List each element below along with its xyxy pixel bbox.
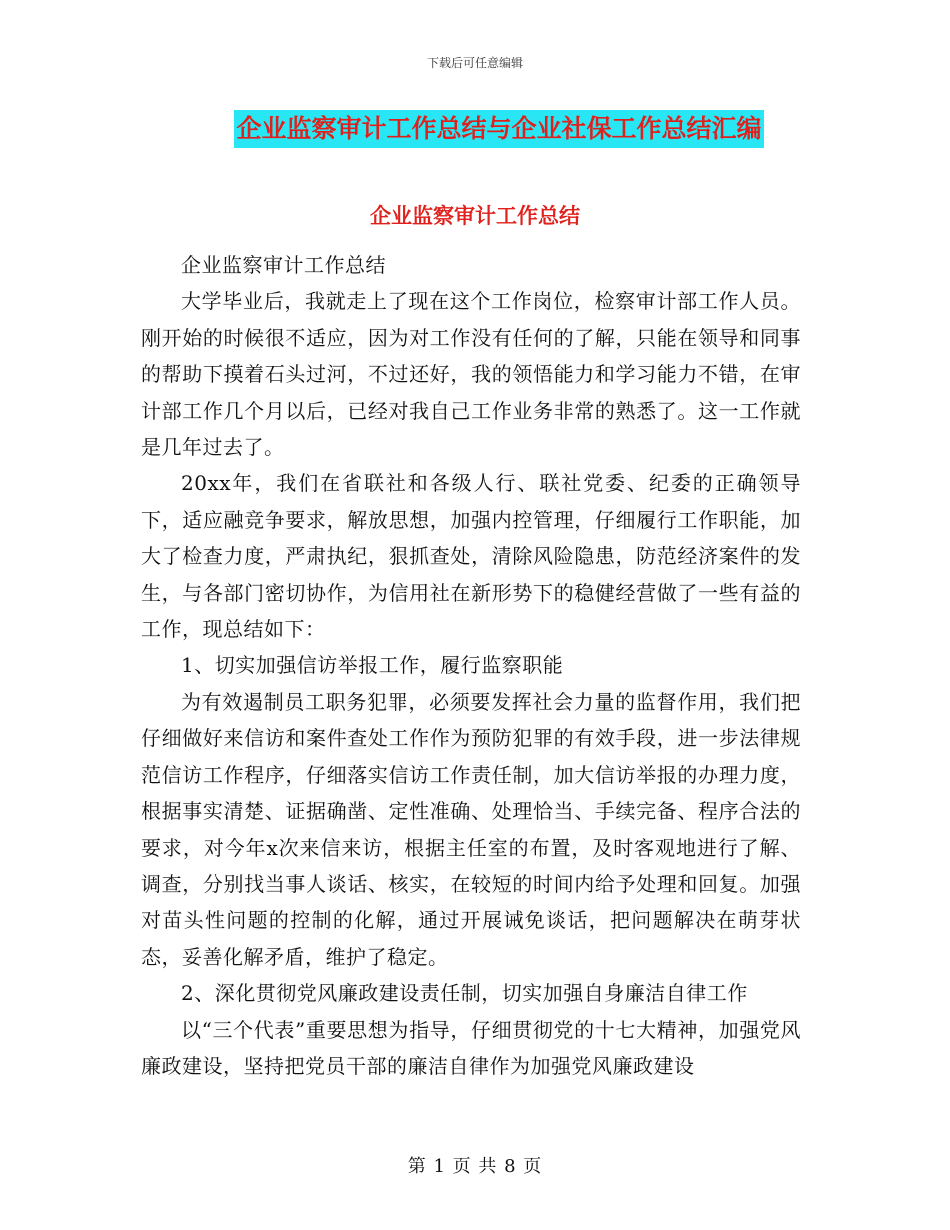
paragraph: 以“三个代表”重要思想为指导，仔细贯彻党的十七大精神，加强党风廉政建设，坚持把党员干部的廉洁自律作为加强党风廉政建设	[141, 1017, 801, 1078]
paragraph: 企业监察审计工作总结	[181, 253, 386, 277]
paragraph: 2、深化贯彻党风廉政建设责任制，切实加强自身廉洁自律工作	[181, 981, 748, 1006]
main-title-container	[0, 110, 950, 148]
page-number: 第 1 页 共 8 页	[407, 1156, 543, 1177]
section-title: 企业监察审计工作总结	[370, 204, 580, 228]
paragraph: 1、切实加强信访举报工作，履行监察职能	[181, 653, 564, 678]
paragraph: 20xx年，我们在省联社和各级人行、联社党委、纪委的正确领导下，适应融竞争要求，解放思想，加强内控管理，仔细履行工作职能，加大了检查力度，严肃执纪，狠抓查处，清除风险隐患，防范经济案件的发生，与各部门密切协作，为信用社在新形势下的稳健经营做了一些有益的工作，现总结如下：	[141, 471, 801, 642]
header-note: 下载后可任意编辑	[426, 56, 523, 70]
main-title: 企业监察审计工作总结与企业社保工作总结汇编	[234, 110, 763, 148]
document-body	[141, 247, 801, 1084]
paragraph: 大学毕业后，我就走上了现在这个工作岗位，检察审计部工作人员。刚开始的时候很不适应，因为对工作没有任何的了解，只能在领导和同事的帮助下摸着石头过河，不过还好，我的领悟能力和学习能力不错，在审计部工作几个月以后，已经对我自己工作业务非常的熟悉了。这一工作就是几年过去了。	[141, 289, 801, 460]
paragraph: 为有效遏制员工职务犯罪，必须要发挥社会力量的监督作用，我们把仔细做好来信访和案件查处工作作为预防犯罪的有效手段，进一步法律规范信访工作程序，仔细落实信访工作责任制，加大信访举报的办理力度，根据事实清楚、证据确凿、定性准确、处理恰当、手续完备、程序合法的要求，对今年x次来信来访，根据主任室的布置，及时客观地进行了解、调查，分别找当事人谈话、核实，在较短的时间内给予处理和回复。加强对苗头性问题的控制的化解，通过开展诫免谈话，把问题解决在萌芽状态，妥善化解矛盾，维护了稳定。	[141, 689, 801, 969]
